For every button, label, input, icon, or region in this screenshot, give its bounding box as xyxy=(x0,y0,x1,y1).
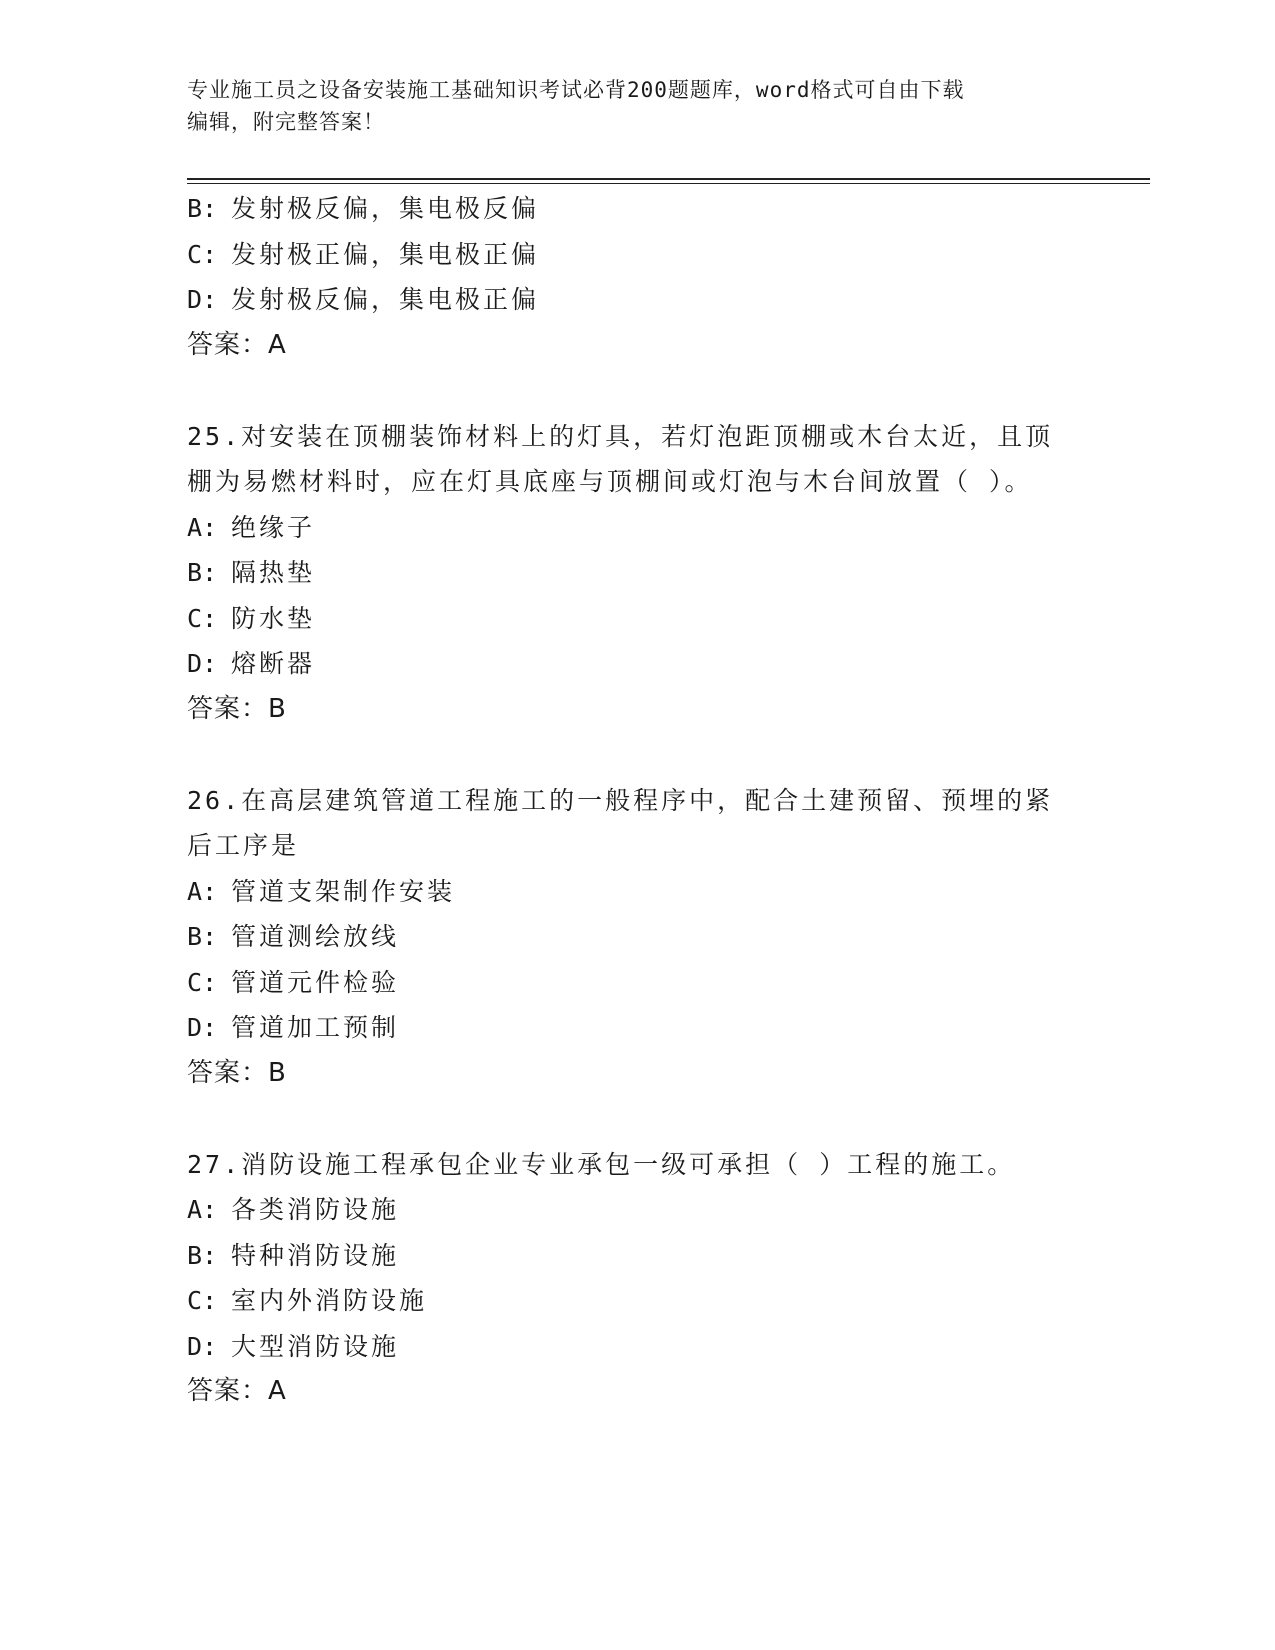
question-stem-line-1: 27.消防设施工程承包企业专业承包一级可承担（ ）工程的施工。 xyxy=(187,1149,1016,1179)
option-text: 管道加工预制 xyxy=(231,1013,400,1042)
option-d xyxy=(187,641,1087,687)
header-line-2: 编辑，附完整答案！ xyxy=(187,110,385,134)
option-c xyxy=(187,960,1087,1006)
option-label: D: xyxy=(187,285,218,314)
option-label: C: xyxy=(187,239,218,269)
document-header xyxy=(187,74,1067,138)
option-text: 防水垫 xyxy=(231,603,316,633)
option-label: B: xyxy=(187,1240,218,1270)
option-c xyxy=(187,232,1087,278)
option-a xyxy=(187,869,1087,915)
option-text: 发射极反偏，集电极正偏 xyxy=(231,285,540,314)
option-b xyxy=(187,186,1087,232)
option-b xyxy=(187,550,1087,596)
option-label: B: xyxy=(187,558,218,587)
option-label: D: xyxy=(187,649,218,678)
header-line-1: 专业施工员之设备安装施工基础知识考试必背200题题库，word格式可自由下载 xyxy=(187,78,965,102)
option-text: 发射极正偏，集电极正偏 xyxy=(231,239,540,269)
option-label: A: xyxy=(187,876,218,906)
spacer xyxy=(187,1096,1087,1142)
option-c xyxy=(187,596,1087,642)
option-label: B: xyxy=(187,194,218,223)
header-divider-thin xyxy=(187,183,1150,184)
option-d xyxy=(187,1324,1087,1370)
option-a xyxy=(187,505,1087,551)
answer-line: 答案：B xyxy=(187,693,287,724)
option-label: B: xyxy=(187,922,218,951)
option-text: 管道支架制作安装 xyxy=(231,876,456,906)
option-text: 隔热垫 xyxy=(231,558,316,587)
option-text: 各类消防设施 xyxy=(231,1195,400,1224)
option-text: 熔断器 xyxy=(231,649,316,678)
option-b xyxy=(187,1233,1087,1279)
option-text: 室内外消防设施 xyxy=(231,1286,428,1315)
spacer xyxy=(187,368,1087,414)
option-label: C: xyxy=(187,1286,218,1315)
option-label: D: xyxy=(187,1331,218,1361)
answer-line: 答案：B xyxy=(187,1057,287,1088)
option-text: 管道测绘放线 xyxy=(231,922,400,951)
spacer xyxy=(187,732,1087,778)
question-list xyxy=(187,186,1087,1415)
option-label: D: xyxy=(187,1013,218,1042)
question-stem-line-1: 26.在高层建筑管道工程施工的一般程序中，配合土建预留、预埋的紧 xyxy=(187,785,1054,815)
question-stem-line-1: 25.对安装在顶棚装饰材料上的灯具，若灯泡距顶棚或木台太近，且顶 xyxy=(187,421,1054,451)
option-a xyxy=(187,1187,1087,1233)
answer-line: 答案：A xyxy=(187,1376,287,1406)
option-label: C: xyxy=(187,603,218,633)
question-27 xyxy=(187,1142,1087,1415)
question-26 xyxy=(187,778,1087,1097)
question-stem-line-2: 后工序是 xyxy=(187,831,300,860)
option-label: A: xyxy=(187,512,218,542)
option-text: 发射极反偏，集电极反偏 xyxy=(231,194,540,223)
option-b xyxy=(187,914,1087,960)
option-text: 管道元件检验 xyxy=(231,967,400,997)
question-stem-line-2: 棚为易燃材料时，应在灯具底座与顶棚间或灯泡与木台间放置（ ）。 xyxy=(187,467,1033,496)
header-divider xyxy=(187,178,1150,180)
option-label: A: xyxy=(187,1195,218,1224)
option-c xyxy=(187,1278,1087,1324)
option-text: 大型消防设施 xyxy=(231,1331,400,1361)
option-d xyxy=(187,1005,1087,1051)
question-partial xyxy=(187,186,1087,368)
option-text: 绝缘子 xyxy=(231,512,316,542)
question-25 xyxy=(187,414,1087,733)
answer-line: 答案：A xyxy=(187,329,287,360)
option-label: C: xyxy=(187,967,218,997)
option-d xyxy=(187,277,1087,323)
option-text: 特种消防设施 xyxy=(231,1240,400,1270)
